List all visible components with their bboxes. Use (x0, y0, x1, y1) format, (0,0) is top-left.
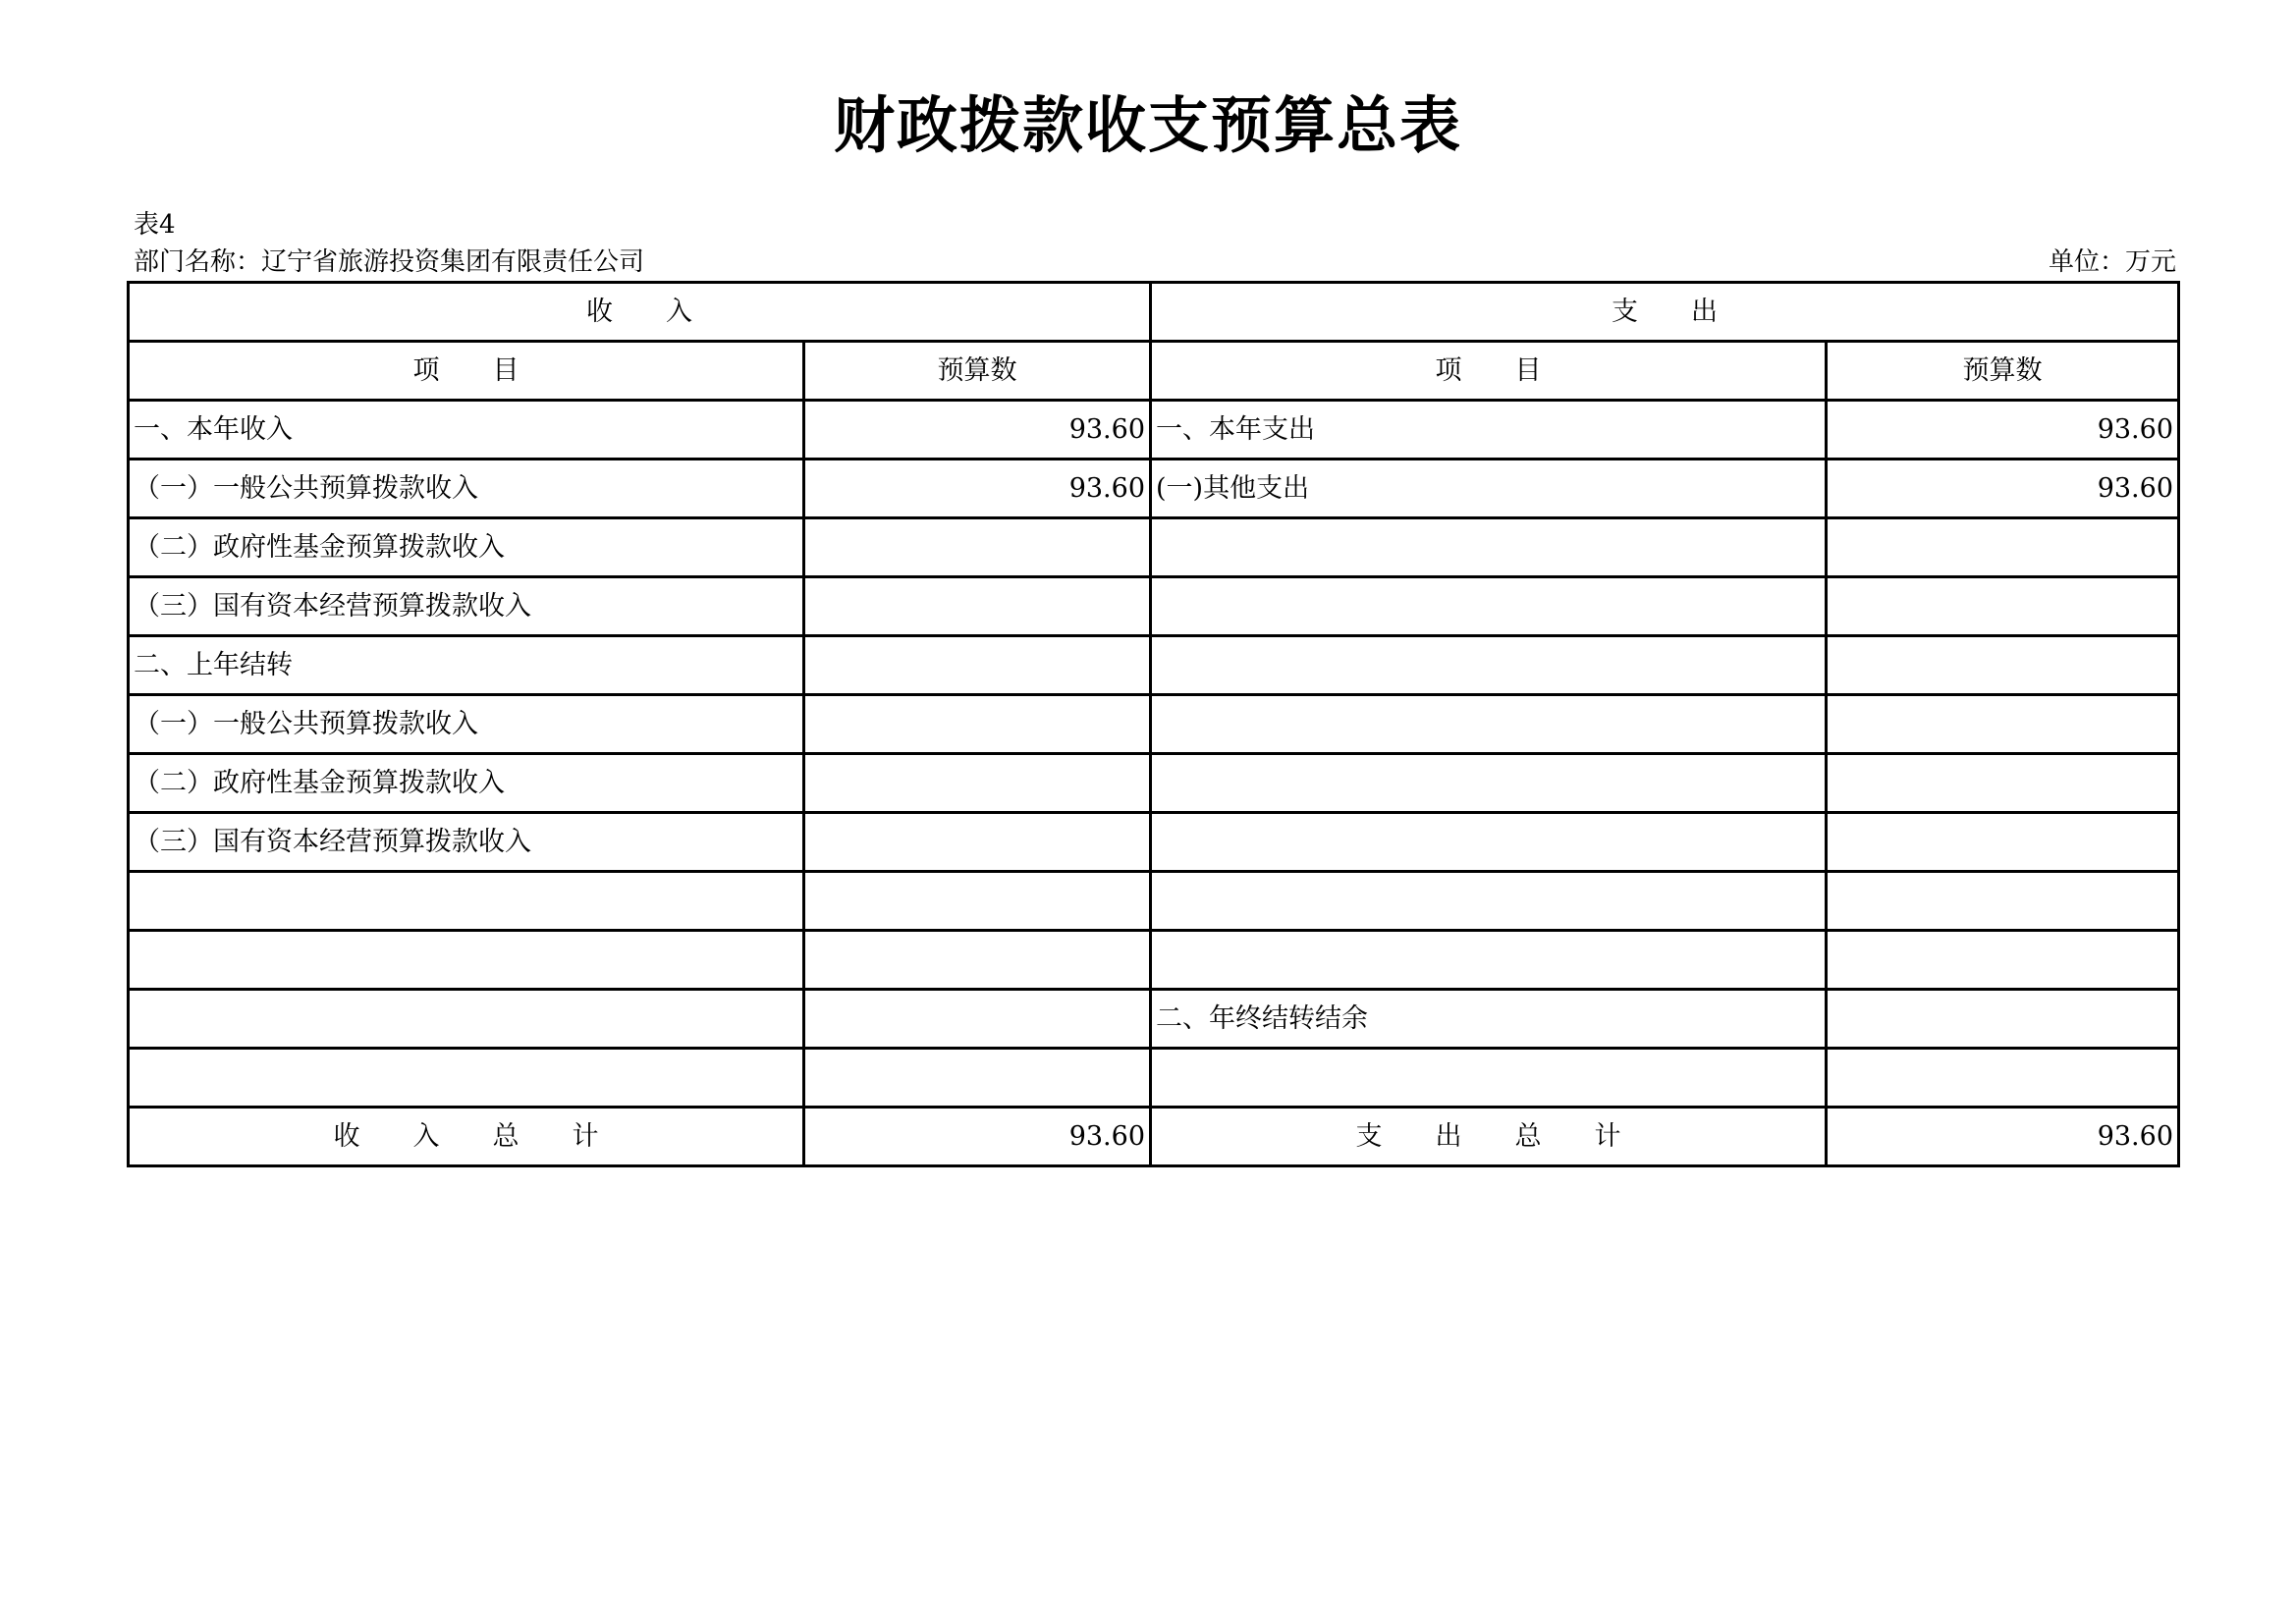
income-item-cell: （二）政府性基金预算拨款收入 (129, 754, 804, 813)
table-row (129, 754, 2179, 813)
table-row (129, 695, 2179, 754)
expense-item-cell: 一、本年支出 (1151, 401, 1827, 460)
expense-section-header: 支 出 (1151, 283, 2179, 342)
expense-amount-cell (1827, 577, 2179, 636)
expense-item-cell (1151, 577, 1827, 636)
income-item-cell: （二）政府性基金预算拨款收入 (129, 518, 804, 577)
income-amount-cell (804, 872, 1151, 931)
income-amount-cell (804, 1049, 1151, 1108)
expense-item-cell (1151, 813, 1827, 872)
income-item-cell: 一、本年收入 (129, 401, 804, 460)
income-section-header: 收 入 (129, 283, 1151, 342)
income-item-cell: 二、上年结转 (129, 636, 804, 695)
table-row (129, 1049, 2179, 1108)
income-item-cell: （三）国有资本经营预算拨款收入 (129, 813, 804, 872)
table-row (129, 460, 2179, 518)
income-total-label: 收 入 总 计 (129, 1108, 804, 1166)
column-header-row (129, 342, 2179, 401)
expense-item-cell (1151, 518, 1827, 577)
income-item-cell: （一）一般公共预算拨款收入 (129, 460, 804, 518)
income-amount-cell: 93.60 (804, 460, 1151, 518)
income-amount-cell (804, 931, 1151, 990)
section-header-row (129, 283, 2179, 342)
expense-amount-cell (1827, 813, 2179, 872)
income-amount-cell (804, 518, 1151, 577)
expense-item-cell (1151, 872, 1827, 931)
income-amount-cell (804, 695, 1151, 754)
expense-item-cell (1151, 1049, 1827, 1108)
income-amount-header: 预算数 (804, 342, 1151, 401)
expense-item-cell: 二、年终结转结余 (1151, 990, 1827, 1049)
table-row (129, 872, 2179, 931)
expense-item-header: 项 目 (1151, 342, 1827, 401)
table-row (129, 931, 2179, 990)
income-amount-cell (804, 990, 1151, 1049)
expense-amount-cell (1827, 1049, 2179, 1108)
expense-amount-cell (1827, 518, 2179, 577)
income-amount-cell (804, 577, 1151, 636)
expense-amount-cell (1827, 695, 2179, 754)
expense-amount-cell (1827, 636, 2179, 695)
totals-row (129, 1108, 2179, 1166)
expense-amount-cell: 93.60 (1827, 401, 2179, 460)
income-item-header: 项 目 (129, 342, 804, 401)
expense-item-cell (1151, 931, 1827, 990)
table-number: 表4 (134, 210, 176, 240)
expense-item-cell (1151, 636, 1827, 695)
table-row (129, 518, 2179, 577)
department-name: 部门名称：辽宁省旅游投资集团有限责任公司 (134, 247, 645, 277)
expense-amount-cell (1827, 754, 2179, 813)
income-item-cell (129, 990, 804, 1049)
table-row (129, 813, 2179, 872)
table-row (129, 577, 2179, 636)
income-item-cell (129, 931, 804, 990)
table-row (129, 636, 2179, 695)
expense-item-cell (1151, 754, 1827, 813)
expense-amount-cell (1827, 872, 2179, 931)
income-amount-cell (804, 754, 1151, 813)
expense-amount-cell (1827, 931, 2179, 990)
expense-total-amount: 93.60 (1827, 1108, 2179, 1166)
income-amount-cell (804, 636, 1151, 695)
page-title: 财政拨款收支预算总表 (833, 89, 1462, 161)
income-amount-cell (804, 813, 1151, 872)
income-item-cell: （一）一般公共预算拨款收入 (129, 695, 804, 754)
income-amount-cell: 93.60 (804, 401, 1151, 460)
income-item-cell (129, 872, 804, 931)
expense-amount-header: 预算数 (1827, 342, 2179, 401)
table-row (129, 990, 2179, 1049)
income-total-amount: 93.60 (804, 1108, 1151, 1166)
budget-table (127, 281, 2180, 1167)
expense-item-cell: (一)其他支出 (1151, 460, 1827, 518)
expense-total-label: 支 出 总 计 (1151, 1108, 1827, 1166)
expense-amount-cell (1827, 990, 2179, 1049)
unit-label: 单位：万元 (2048, 247, 2176, 277)
expense-amount-cell: 93.60 (1827, 460, 2179, 518)
income-item-cell: （三）国有资本经营预算拨款收入 (129, 577, 804, 636)
table-row (129, 401, 2179, 460)
expense-item-cell (1151, 695, 1827, 754)
income-item-cell (129, 1049, 804, 1108)
